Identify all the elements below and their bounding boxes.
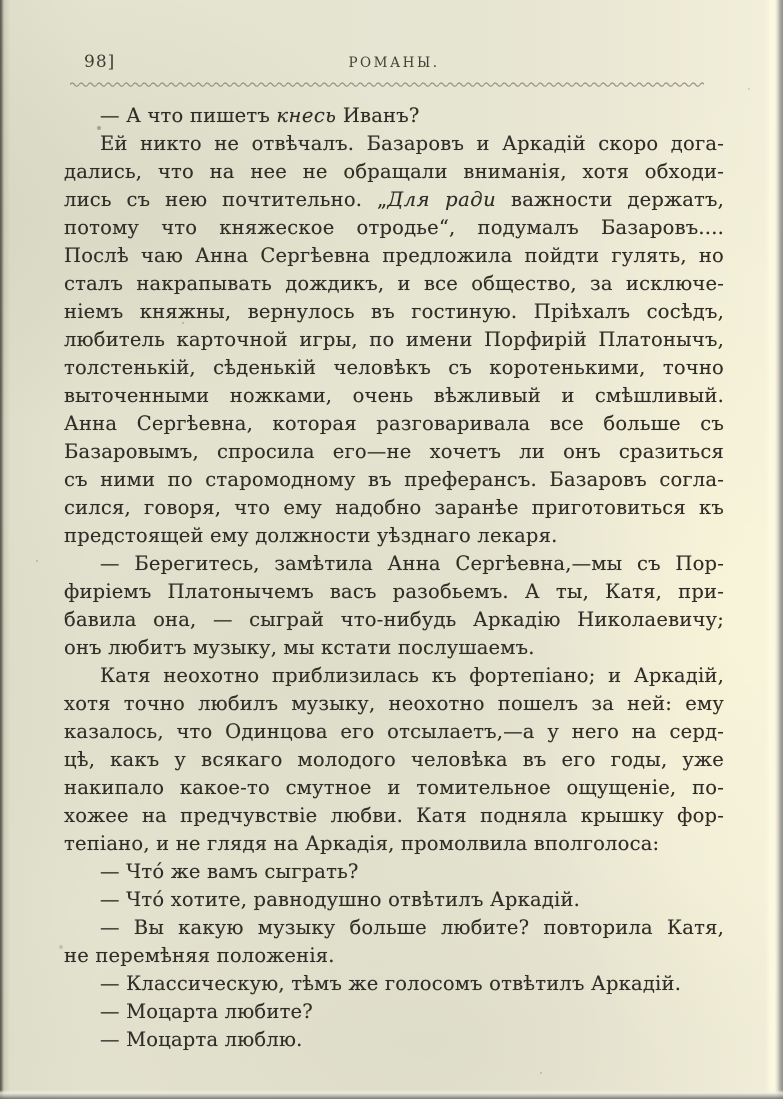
text-line: Базаровымъ, спросила его—не хочетъ ли онъ сразиться: [64, 440, 724, 463]
text-line: хожее на предчувствіе любви. Катя подняла крышку фор-: [64, 804, 724, 827]
paragraph: [64, 998, 724, 1026]
text-line: бавила она, — сыграй что-нибудь Аркадію Николаевичу;: [64, 608, 724, 631]
text-line: потому что княжеское отродье“, подумалъ Базаровъ....: [64, 216, 724, 239]
text-line: Послѣ чаю Анна Сергѣевна предложила пойдти гулять, но: [64, 244, 724, 267]
page-header: [64, 50, 724, 76]
paragraph: [64, 1026, 724, 1054]
paragraph: [64, 858, 724, 886]
text-line: Анна Сергѣевна, которая разговаривала все больше съ: [64, 412, 724, 435]
text-line: дались, что на нее не обращали вниманія, хотя обходи-: [64, 160, 724, 183]
running-title: РОМАНЫ.: [348, 55, 440, 71]
text-line: лись съ нею почтительно. „Для ради важности держатъ,: [64, 188, 725, 211]
text-line: тепіано, и не глядя на Аркадія, промолвила вполголоса:: [64, 832, 660, 855]
paragraph: [64, 662, 724, 858]
text-line: — Классическую, тѣмъ же голосомъ отвѣтилъ Аркадій.: [100, 972, 682, 995]
wavy-rule-ornament: [70, 80, 704, 88]
text-line: — Моцарта любите?: [100, 1000, 313, 1023]
text-line: не перемѣняя положенія.: [64, 944, 335, 967]
page-edge-bottom: [0, 1090, 783, 1099]
paragraph: [64, 102, 724, 130]
text-line: хотя точно любилъ музыку, неохотно пошелъ за ней: ему: [64, 692, 724, 715]
text-line: Ей никто не отвѣчалъ. Базаровъ и Аркадій скоро дога-: [100, 132, 724, 155]
text-line: толстенькій, сѣденькій человѣкъ съ коротенькими, точно: [64, 356, 724, 379]
text-line: — Чтó же вамъ сыграть?: [100, 860, 359, 883]
text-line: — Берегитесь, замѣтила Анна Сергѣевна,—мы съ Пор-: [100, 552, 724, 575]
text-line: — А что пишетъ кнесь Иванъ?: [100, 104, 420, 127]
text-line: съ ними по старомодному въ преферансъ. Базаровъ согла-: [64, 468, 724, 491]
paragraph: [64, 970, 724, 998]
text-line: любитель карточной игры, по имени Порфирій Платонычъ,: [64, 328, 724, 351]
text-line: ніемъ княжны, вернулось въ гостиную. Пріѣхалъ сосѣдъ,: [64, 300, 724, 323]
text-line: сталъ накрапывать дождикъ, и все общество, за исключе-: [64, 272, 724, 295]
page-edge-right: [765, 0, 783, 1099]
text-line: — Вы какую музыку больше любите? повторила Катя,: [100, 916, 724, 939]
text-line: предстоящей ему должности уѣзднаго лекаря.: [64, 524, 558, 547]
text-line: Катя неохотно приблизилась къ фортепіано; и Аркадій,: [100, 664, 724, 687]
text-line: цѣ, какъ у всякаго молодого человѣка въ его годы, уже: [64, 748, 724, 771]
text-line: — Чтó хотите, равнодушно отвѣтилъ Аркадій.: [100, 888, 581, 911]
text-line: сился, говоря, что ему надобно заранѣе приготовиться къ: [64, 496, 724, 519]
paragraph: [64, 914, 724, 970]
page-edge-left: [0, 0, 10, 1099]
text-line: фиріемъ Платонычемъ васъ разобьемъ. А ты, Катя, при-: [64, 580, 724, 603]
text-line: онъ любитъ музыку, мы кстати послушаемъ.: [64, 636, 535, 659]
body-text: [64, 102, 724, 1054]
text-line: — Моцарта люблю.: [100, 1028, 303, 1051]
page-number: 98]: [84, 52, 116, 72]
paragraph: [64, 130, 724, 550]
paragraph: [64, 550, 724, 662]
text-line: накипало какое-то смутное и томительное ощущеніе, по-: [64, 776, 724, 799]
text-line: казалось, что Одинцова его отсылаетъ,—а у него на серд-: [64, 720, 724, 743]
text-line: выточенными ножками, очень вѣжливый и смѣшливый.: [64, 384, 724, 407]
paragraph: [64, 886, 724, 914]
